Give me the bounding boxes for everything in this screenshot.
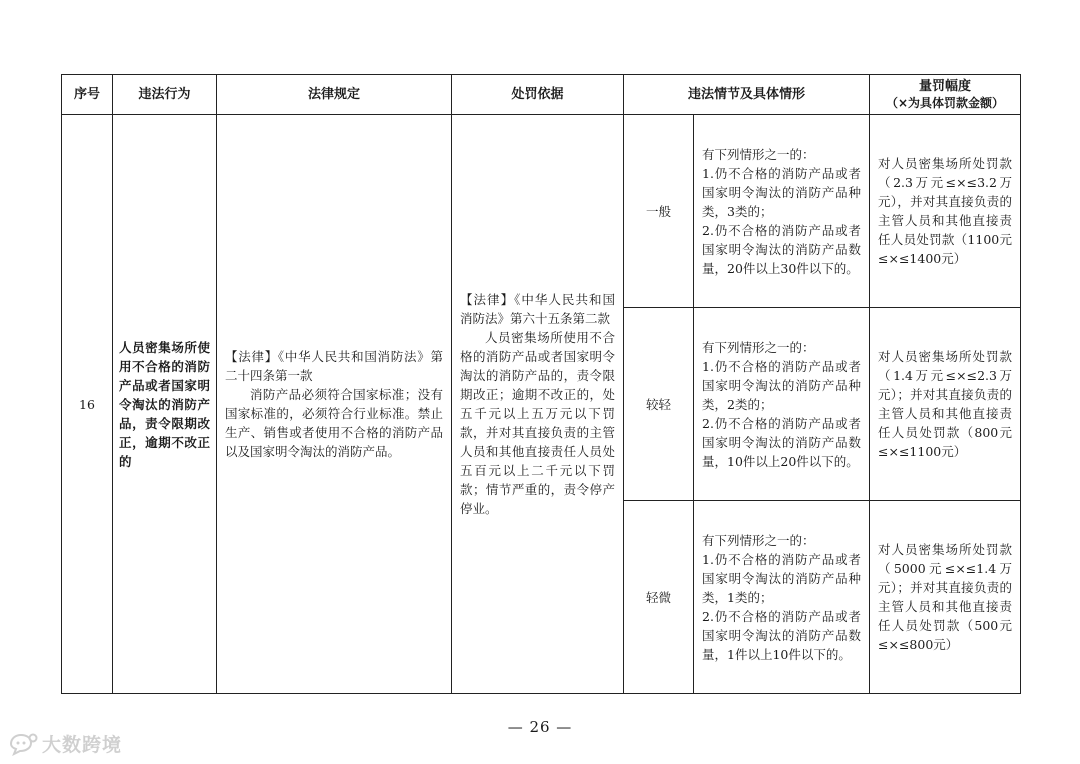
- detail-item: 1.仍不合格的消防产品或者国家明令淘汰的消防产品种类，3类的；: [702, 165, 862, 219]
- detail-item: 1.仍不合格的消防产品或者国家明令淘汰的消防产品种类，2类的；: [702, 358, 862, 412]
- table-row: [62, 115, 1021, 308]
- header-act: 违法行为: [113, 75, 217, 115]
- level-minor: 较轻: [624, 308, 694, 501]
- penalty-table: [61, 74, 1021, 694]
- watermark-text: 大数跨境: [42, 734, 123, 756]
- table-header-row: [62, 75, 1021, 115]
- detail-item: 2.仍不合格的消防产品或者国家明令淘汰的消防产品数量，10件以上20件以下的。: [702, 415, 862, 469]
- header-penalty-main: 量罚幅度: [919, 78, 972, 94]
- level-general: 一般: [624, 115, 694, 308]
- penalty-general: 对人员密集场所处罚款（2.3万元≤×≤3.2万元），并对其直接负责的主管人员和其他直接责任人员处罚款（1100元≤×≤1400元）: [870, 115, 1021, 308]
- detail-minor: [694, 308, 870, 501]
- header-law: 法律规定: [217, 75, 452, 115]
- header-circumstance: 违法情节及具体情形: [624, 75, 870, 115]
- watermark: [8, 730, 122, 757]
- law-title: 【法律】《中华人民共和国消防法》第二十四条第一款: [225, 349, 443, 383]
- penalty-minor: 对人员密集场所处罚款（1.4万元≤×≤2.3万元）；并对其直接负责的主管人员和其他直接责任人员处罚款（800元≤×≤1100元）: [870, 308, 1021, 501]
- header-penalty-sub: （×为具体罚款金额）: [885, 95, 1005, 110]
- detail-intro: 有下列情形之一的：: [702, 146, 815, 162]
- basis-title: 【法律】《中华人民共和国消防法》第六十五条第二款: [460, 292, 615, 326]
- law-body: 消防产品必须符合国家标准；没有国家标准的，必须符合行业标准。禁止生产、销售或者使用不合格的消防产品以及国家明令淘汰的消防产品。: [225, 387, 443, 459]
- detail-slight: [694, 501, 870, 694]
- detail-item: 2.仍不合格的消防产品或者国家明令淘汰的消防产品数量，1件以上10件以下的。: [702, 608, 862, 662]
- detail-general: [694, 115, 870, 308]
- detail-item: 2.仍不合格的消防产品或者国家明令淘汰的消防产品数量，20件以上30件以下的。: [702, 222, 862, 276]
- detail-item: 1.仍不合格的消防产品或者国家明令淘汰的消防产品种类，1类的；: [702, 551, 862, 605]
- detail-intro: 有下列情形之一的：: [702, 339, 815, 355]
- basis-body: 人员密集场所使用不合格的消防产品或者国家明令淘汰的消防产品的，责令限期改正；逾期不改正的，处五千元以上五万元以下罚款，并对其直接负责的主管人员和其他直接责任人员处五百元以上二千元以下罚款；情节严重的，责令停产停业。: [460, 330, 615, 516]
- header-basis: 处罚依据: [452, 75, 624, 115]
- violation-act: 人员密集场所使用不合格的消防产品或者国家明令淘汰的消防产品，责令限期改正，逾期不改正的: [113, 115, 217, 694]
- law-provision: [217, 115, 452, 694]
- level-slight: 轻微: [624, 501, 694, 694]
- row-number: 16: [62, 115, 113, 694]
- detail-intro: 有下列情形之一的：: [702, 532, 815, 548]
- header-penalty: [870, 75, 1021, 115]
- header-no: 序号: [62, 75, 113, 115]
- chat-bubble-logo-icon: [8, 732, 38, 756]
- page-number: — 26 —: [507, 718, 573, 736]
- penalty-slight: 对人员密集场所处罚款（5000元≤×≤1.4万元）；并对其直接负责的主管人员和其他直接责任人员处罚款（500元≤×≤800元）: [870, 501, 1021, 694]
- penalty-basis: [452, 115, 624, 694]
